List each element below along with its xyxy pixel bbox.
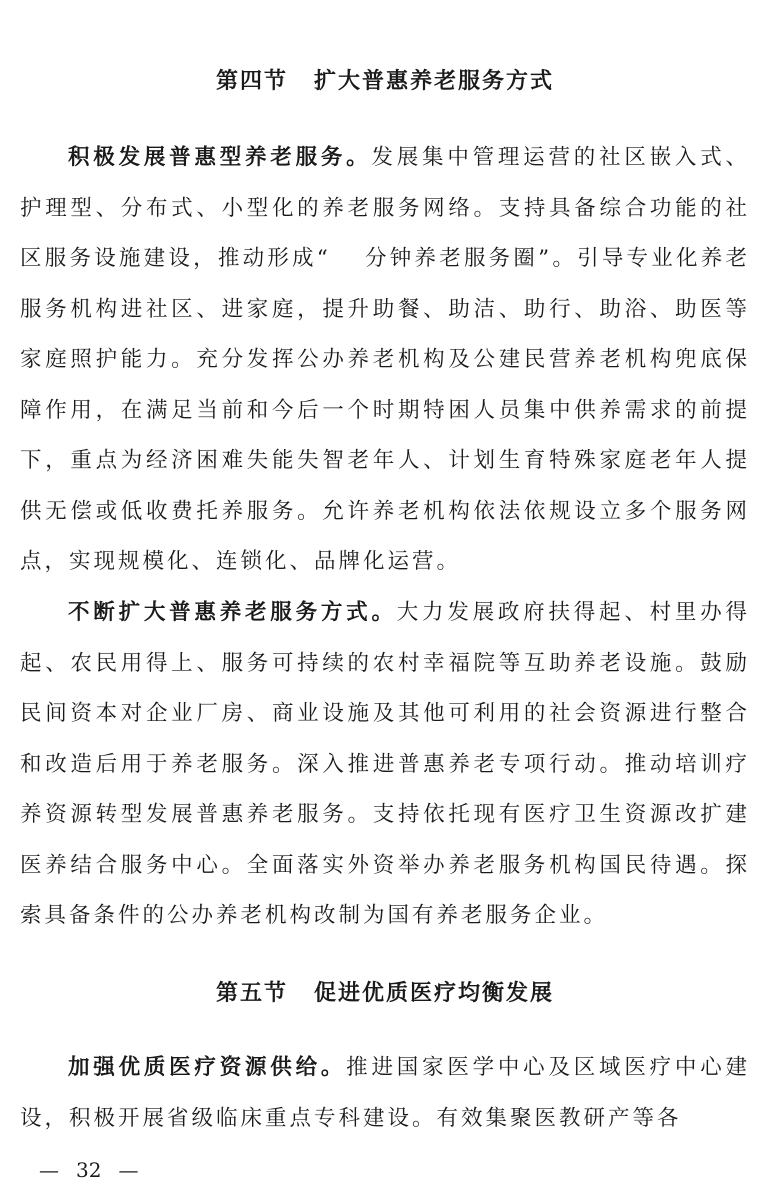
paragraph-elderly-care-services (20, 133, 750, 588)
section-4-title: 扩大普惠养老服务方式 (314, 69, 555, 94)
paragraph-text: 发展集中管理运营的社区嵌入式、护理型、分布式、小型化的养老服务网络。支持具备综合功能的社区服务设施建设，推动形成“ (20, 145, 750, 271)
footer-dash-right: — (118, 1158, 139, 1182)
section-5-title: 促进优质医疗均衡发展 (314, 981, 555, 1006)
section-5-number: 第五节 (215, 981, 288, 1006)
paragraph-text: 推进国家医学中心及区域医疗中心建设，积极开展省级临床重点专科建设。有效集聚医教研产等各 (20, 1055, 750, 1131)
paragraph-medical-resources (20, 1043, 750, 1144)
paragraph-expand-services (20, 588, 750, 942)
paragraph-text: 分钟养老服务圈”。引导专业化养老服务机构进社区、进家庭，提升助餐、助洁、助行、助浴、助医等家庭照护能力。充分发挥公办养老机构及公建民营养老机构兜底保障作用，在满足当前和今后一个时期特困人员集中供养需求的前提下，重点为经济困难失能失智老年人、计划生育特殊家庭老年人提供无偿或低收费托养服务。允许养老机构依法依规设立多个服务网点，实现规模化、连锁化、品牌化运营。 (20, 246, 750, 574)
page-footer (36, 1157, 141, 1183)
paragraph-lead: 加强优质医疗资源供给。 (68, 1055, 347, 1080)
page-number: 32 (76, 1158, 102, 1182)
section-4-number: 第四节 (215, 69, 288, 94)
paragraph-text: 大力发展政府扶得起、村里办得起、农民用得上、服务可持续的农村幸福院等互助养老设施。鼓励民间资本对企业厂房、商业设施及其他可利用的社会资源进行整合和改造后用于养老服务。深入推进普惠养老专项行动。推动培训疗养资源转型发展普惠养老服务。支持依托现有医疗卫生资源改扩建医养结合服务中心。全面落实外资举办养老服务机构国民待遇。探索具备条件的公办养老机构改制为国有养老服务企业。 (20, 600, 750, 928)
footer-dash-left: — (39, 1158, 59, 1182)
paragraph-lead: 积极发展普惠型养老服务。 (68, 145, 372, 170)
section-4-heading (0, 67, 770, 97)
paragraph-lead: 不断扩大普惠养老服务方式。 (68, 600, 397, 625)
section-5-heading (0, 979, 770, 1009)
